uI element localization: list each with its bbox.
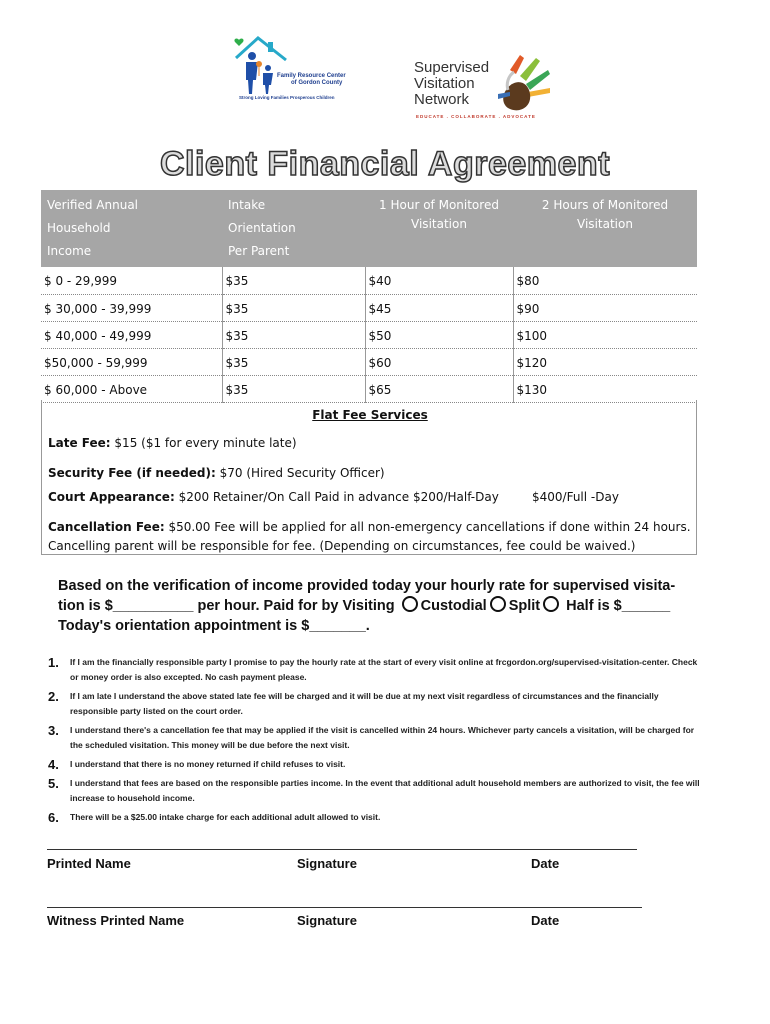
one-hour-cell: $45	[365, 294, 513, 321]
term-number: 3.	[48, 723, 59, 738]
rate-line-3: Today's orientation appointment is $_______.	[58, 618, 370, 634]
term-number: 2.	[48, 689, 59, 704]
printed-name-label: Printed Name	[47, 856, 131, 871]
court-fee-line	[48, 490, 499, 504]
cancellation-fee-value: $50.00 Fee will be applied for all non-emergency cancellations if done within 24 hours. Cancelling parent will be responsible for fee. (Depending on circumstances, fee could be waived.)	[48, 520, 691, 553]
one-hour-cell: $50	[365, 321, 513, 348]
intake-cell: $35	[222, 375, 365, 402]
court-fee-label: Court Appearance:	[48, 490, 175, 504]
rate-line-2	[58, 596, 718, 616]
income-cell: $ 0 - 29,999	[41, 267, 222, 294]
half-radio[interactable]	[543, 596, 559, 612]
term-number: 4.	[48, 757, 59, 772]
header-two-hours: 2 Hours of Monitored Visitation	[513, 190, 697, 267]
income-cell: $ 60,000 - Above	[41, 375, 222, 402]
signature-line-witness[interactable]	[47, 907, 642, 908]
custodial-label: Custodial	[420, 598, 487, 614]
income-cell: $50,000 - 59,999	[41, 348, 222, 375]
intake-cell: $35	[222, 321, 365, 348]
two-hour-cell: $100	[513, 321, 697, 348]
list-item	[48, 723, 708, 753]
term-text: I understand there's a cancellation fee that may be applied if the visit is cancelled within 24 hours. Whichever party cancels a visitation, will be charged for the scheduled visitation. This money will be due before the next visit.	[70, 725, 695, 750]
one-hour-cell: $65	[365, 375, 513, 402]
term-number: 5.	[48, 776, 59, 791]
term-text: I understand that fees are based on the responsible parties income. In the event that additional adult household members are authorized to visit, the fee will increase to household income.	[70, 778, 700, 803]
date-label: Date	[531, 856, 560, 871]
term-text: There will be a $25.00 intake charge for each additional adult allowed to visit.	[70, 812, 381, 822]
one-hour-cell: $40	[365, 267, 513, 294]
table-row	[41, 348, 697, 375]
rate-paragraph	[58, 576, 718, 636]
list-item	[48, 757, 708, 772]
court-fee-full-day: $400/Full -Day	[532, 490, 619, 504]
signature-label: Signature	[297, 856, 357, 871]
split-label: Split	[508, 598, 541, 614]
frc-logo-text: Family Resource Center of Gordon County	[277, 73, 346, 86]
table-row	[41, 321, 697, 348]
court-fee-value: $200 Retainer/On Call Paid in advance $200/Half-Day	[178, 490, 499, 504]
term-text: If I am the financially responsible party I promise to pay the hourly rate at the start of every visit online at frcgordon.org/supervised-visitation-center. Check or money order is also excepted. No cash payment please.	[70, 657, 698, 682]
split-radio[interactable]	[490, 596, 506, 612]
two-hour-cell: $120	[513, 348, 697, 375]
list-item	[48, 689, 708, 719]
intake-cell: $35	[222, 294, 365, 321]
one-hour-cell: $60	[365, 348, 513, 375]
two-hour-cell: $90	[513, 294, 697, 321]
security-fee-value: $70 (Hired Security Officer)	[219, 466, 385, 480]
term-text: I understand that there is no money returned if child refuses to visit.	[70, 759, 346, 769]
header-one-hour: 1 Hour of Monitored Visitation	[365, 190, 513, 267]
fee-table	[41, 190, 697, 403]
income-cell: $ 40,000 - 49,999	[41, 321, 222, 348]
term-number: 1.	[48, 655, 59, 670]
list-item	[48, 655, 708, 685]
term-text: If I am late I understand the above stated late fee will be charged and it will be due at my next visit regardless of circumstances and the financially responsible party listed on the court order.	[70, 691, 659, 716]
witness-date-label: Date	[531, 913, 560, 928]
rate-line-2-start: tion is $__________ per hour. Paid for by Visiting	[58, 598, 395, 614]
income-cell: $ 30,000 - 39,999	[41, 294, 222, 321]
late-fee-value: $15 ($1 for every minute late)	[114, 436, 297, 450]
cancellation-fee-text	[48, 518, 698, 556]
table-row	[41, 375, 697, 402]
list-item	[48, 810, 708, 825]
security-fee-label: Security Fee (if needed):	[48, 466, 216, 480]
frc-tagline: Strong Loving Families Prosperous Children	[239, 95, 335, 100]
two-hour-cell: $130	[513, 375, 697, 402]
witness-signature-label: Signature	[297, 913, 357, 928]
custodial-radio[interactable]	[402, 596, 418, 612]
flat-fee-title: Flat Fee Services	[312, 408, 428, 422]
terms-list	[48, 655, 708, 829]
two-hour-cell: $80	[513, 267, 697, 294]
rate-line-1: Based on the verification of income provided today your hourly rate for supervised visita-	[58, 578, 676, 594]
list-item	[48, 776, 708, 806]
term-number: 6.	[48, 810, 59, 825]
fee-table-header	[41, 190, 697, 267]
intake-cell: $35	[222, 267, 365, 294]
intake-cell: $35	[222, 348, 365, 375]
late-fee-line	[48, 436, 297, 450]
svn-tagline: EDUCATE . COLLABORATE . ADVOCATE	[416, 114, 536, 119]
svn-logo-text: Supervised Visitation Network	[414, 59, 490, 108]
cancellation-fee-label: Cancellation Fee:	[48, 520, 165, 534]
table-row	[41, 267, 697, 294]
security-fee-line	[48, 466, 385, 480]
page-title: Client Financial Agreement	[159, 145, 611, 183]
witness-name-label: Witness Printed Name	[47, 913, 185, 928]
header-income: Verified Annual Household Income	[41, 190, 222, 267]
rate-line-2-end: Half is $______	[566, 598, 671, 614]
flat-fee-box	[41, 400, 697, 555]
signature-line-client[interactable]	[47, 849, 637, 850]
table-row	[41, 294, 697, 321]
header-intake: Intake Orientation Per Parent	[222, 190, 365, 267]
late-fee-label: Late Fee:	[48, 436, 111, 450]
